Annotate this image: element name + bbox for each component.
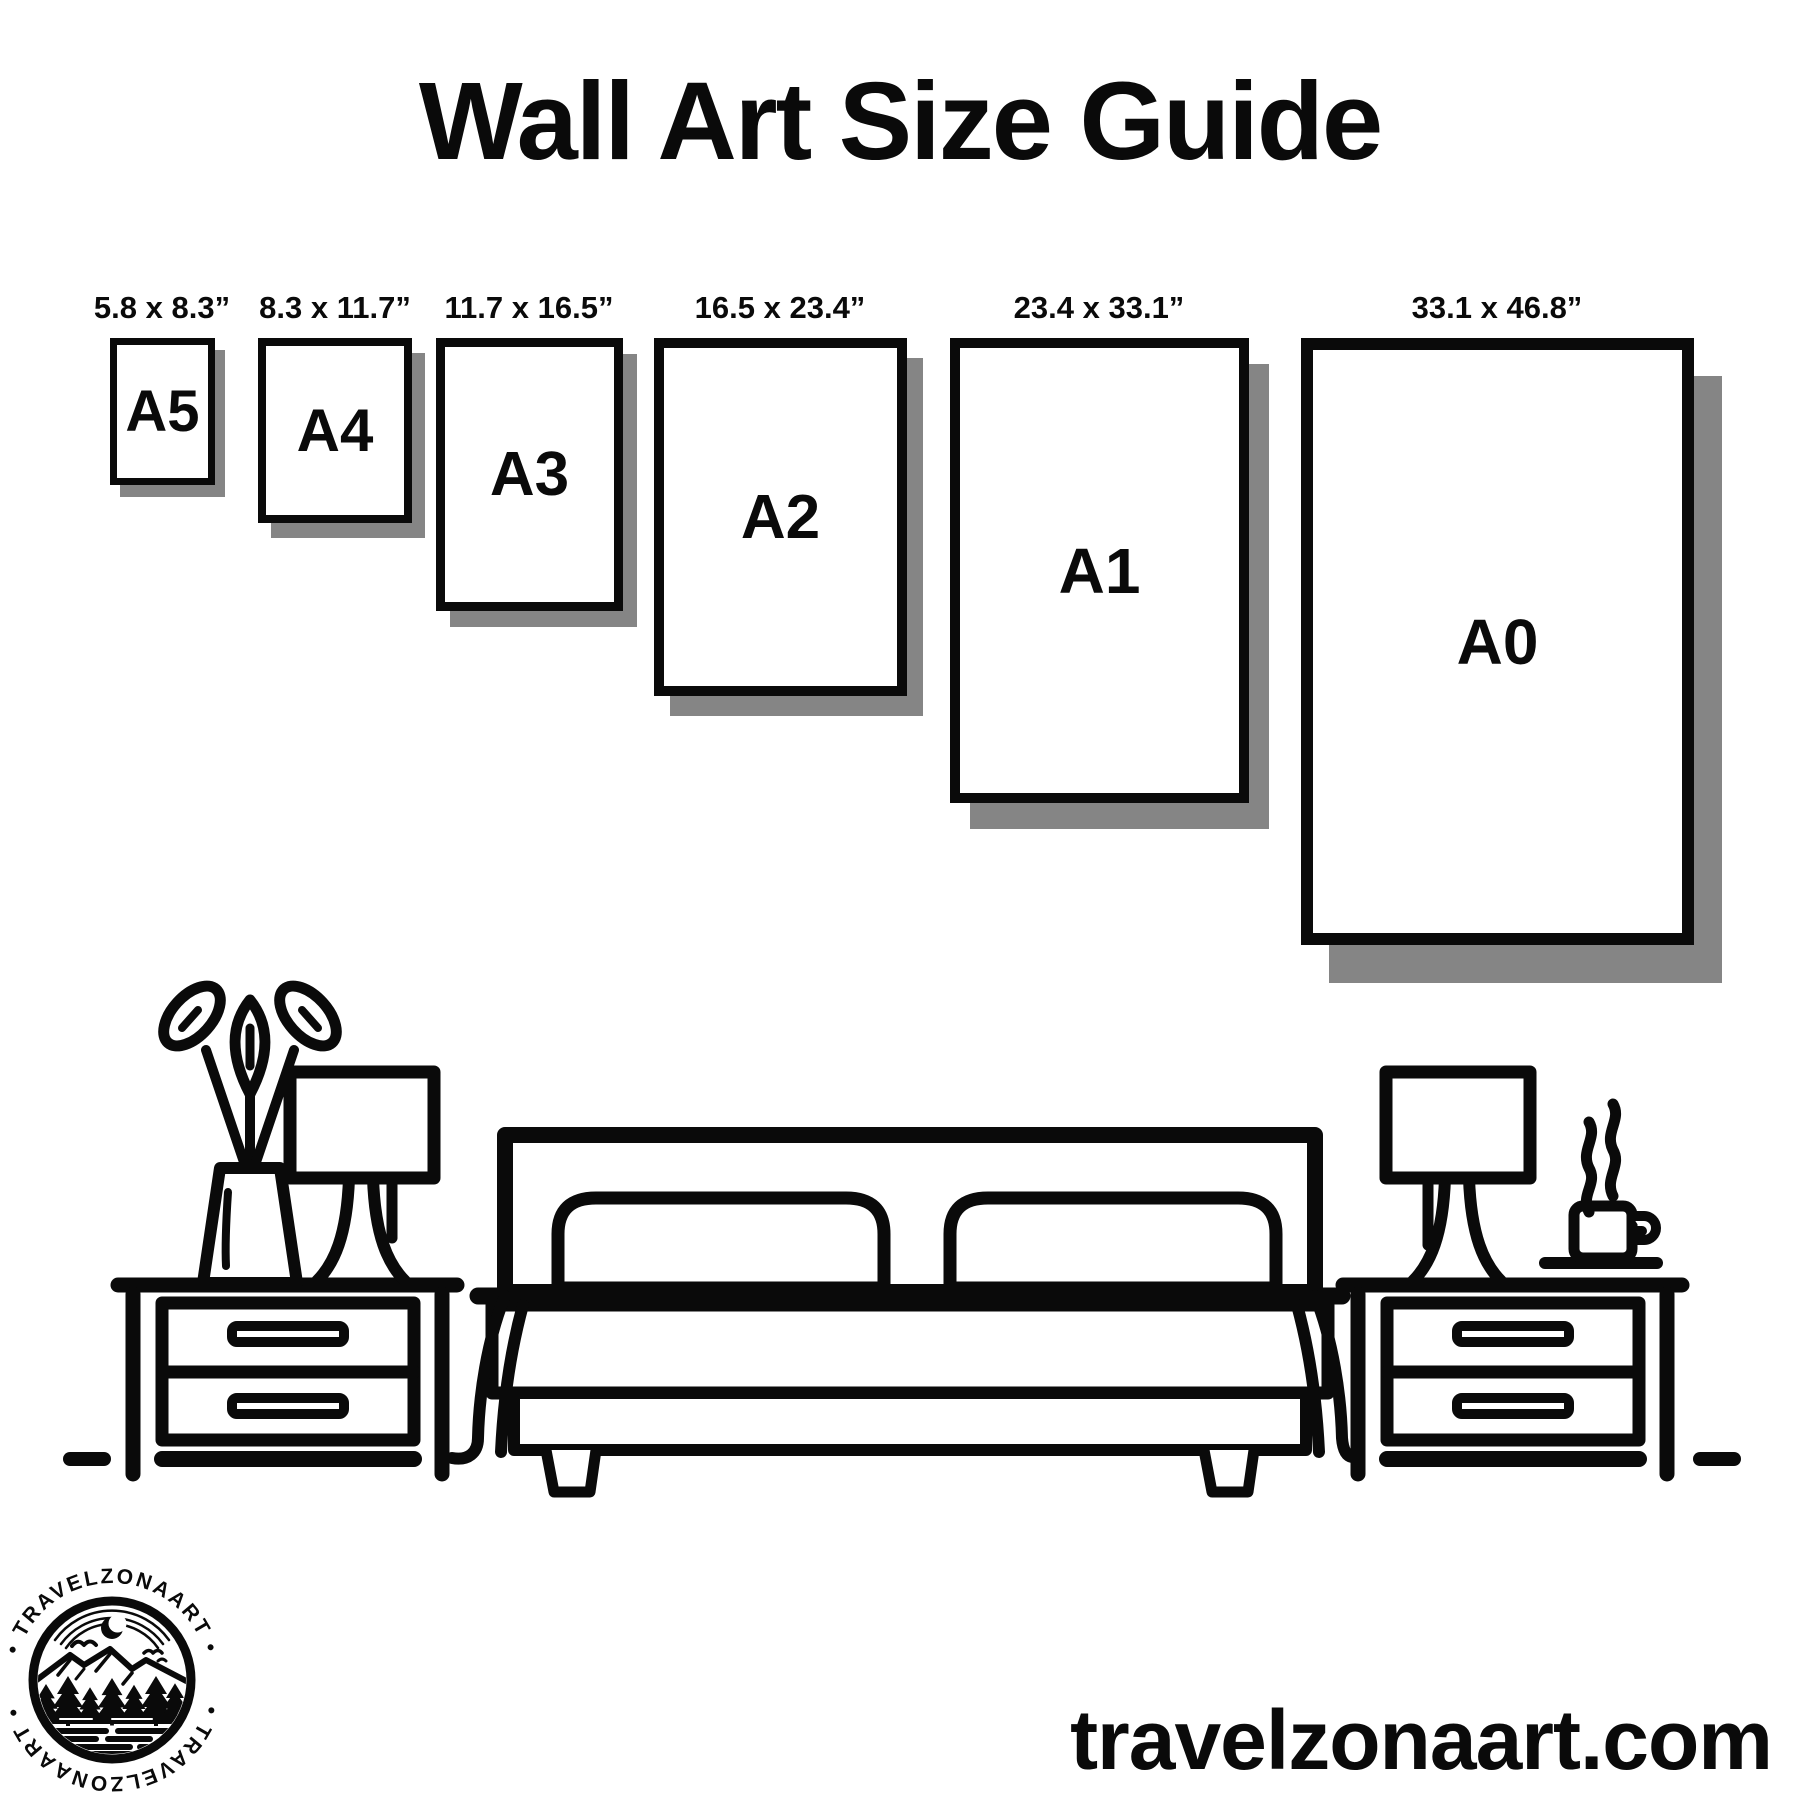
mug-handle bbox=[1632, 1216, 1656, 1240]
size-label-a1: 23.4 x 33.1” bbox=[1013, 290, 1185, 325]
logo-text-bottom: • TRAVELZONAART • bbox=[0, 1703, 224, 1796]
nightstand-left bbox=[118, 1285, 457, 1474]
steam-wisp bbox=[1610, 1104, 1615, 1196]
frame-a3 bbox=[436, 338, 623, 611]
drawer-handle bbox=[232, 1326, 344, 1342]
frame-a3-code: A3 bbox=[489, 440, 570, 509]
bedroom-scene-illustration bbox=[0, 960, 1800, 1540]
size-label-a2: 16.5 x 23.4” bbox=[694, 290, 866, 325]
lamp-right-stem bbox=[1469, 1178, 1501, 1281]
lamp-left bbox=[290, 1072, 434, 1281]
lamp-right-shade bbox=[1386, 1072, 1530, 1178]
mattress-band bbox=[492, 1305, 1328, 1393]
bed-leg-right bbox=[1204, 1450, 1254, 1492]
bed-skirt bbox=[514, 1393, 1306, 1450]
frame-a0 bbox=[1301, 338, 1694, 945]
drawer-handle bbox=[1457, 1326, 1569, 1342]
page-title: Wall Art Size Guide bbox=[418, 60, 1382, 183]
size-label-a0: 33.1 x 46.8” bbox=[1411, 290, 1583, 325]
size-label-a4: 8.3 x 11.7” bbox=[259, 290, 411, 325]
vase-body bbox=[203, 1168, 297, 1283]
size-label-a3: 11.7 x 16.5” bbox=[444, 290, 614, 325]
frame-a4 bbox=[258, 338, 412, 523]
brand-logo bbox=[0, 1545, 240, 1800]
bed-leg-left bbox=[546, 1450, 596, 1492]
drawer-handle bbox=[232, 1398, 344, 1414]
frame-a5-code: A5 bbox=[125, 379, 200, 444]
moon-cutout bbox=[109, 1615, 127, 1633]
pillow-left bbox=[558, 1198, 884, 1288]
pillow-right bbox=[950, 1198, 1276, 1288]
website-url: travelzonaart.com bbox=[1070, 1693, 1772, 1787]
logo-text-top: • TRAVELZONAART • bbox=[0, 1564, 224, 1657]
lamp-left-shade bbox=[290, 1072, 434, 1178]
nightstand-right bbox=[1343, 1285, 1682, 1474]
frame-a0-code: A0 bbox=[1456, 605, 1539, 678]
lamp-left-stem bbox=[317, 1178, 349, 1281]
bird-icon bbox=[144, 1651, 162, 1654]
frame-a1-code: A1 bbox=[1058, 534, 1141, 607]
vase-accent-line bbox=[226, 1192, 228, 1266]
frame-a2 bbox=[654, 338, 907, 696]
drawer-handle bbox=[1457, 1398, 1569, 1414]
frame-a1 bbox=[950, 338, 1249, 803]
frame-a4-code: A4 bbox=[296, 397, 374, 464]
bed bbox=[452, 1135, 1352, 1492]
lamp-right bbox=[1386, 1072, 1530, 1281]
frame-a5 bbox=[110, 338, 215, 485]
size-label-a5: 5.8 x 8.3” bbox=[93, 290, 231, 325]
coffee-mug bbox=[1545, 1104, 1657, 1263]
frame-a2-code: A2 bbox=[740, 482, 821, 552]
steam-wisp bbox=[1586, 1122, 1591, 1212]
mug-body bbox=[1574, 1206, 1632, 1258]
